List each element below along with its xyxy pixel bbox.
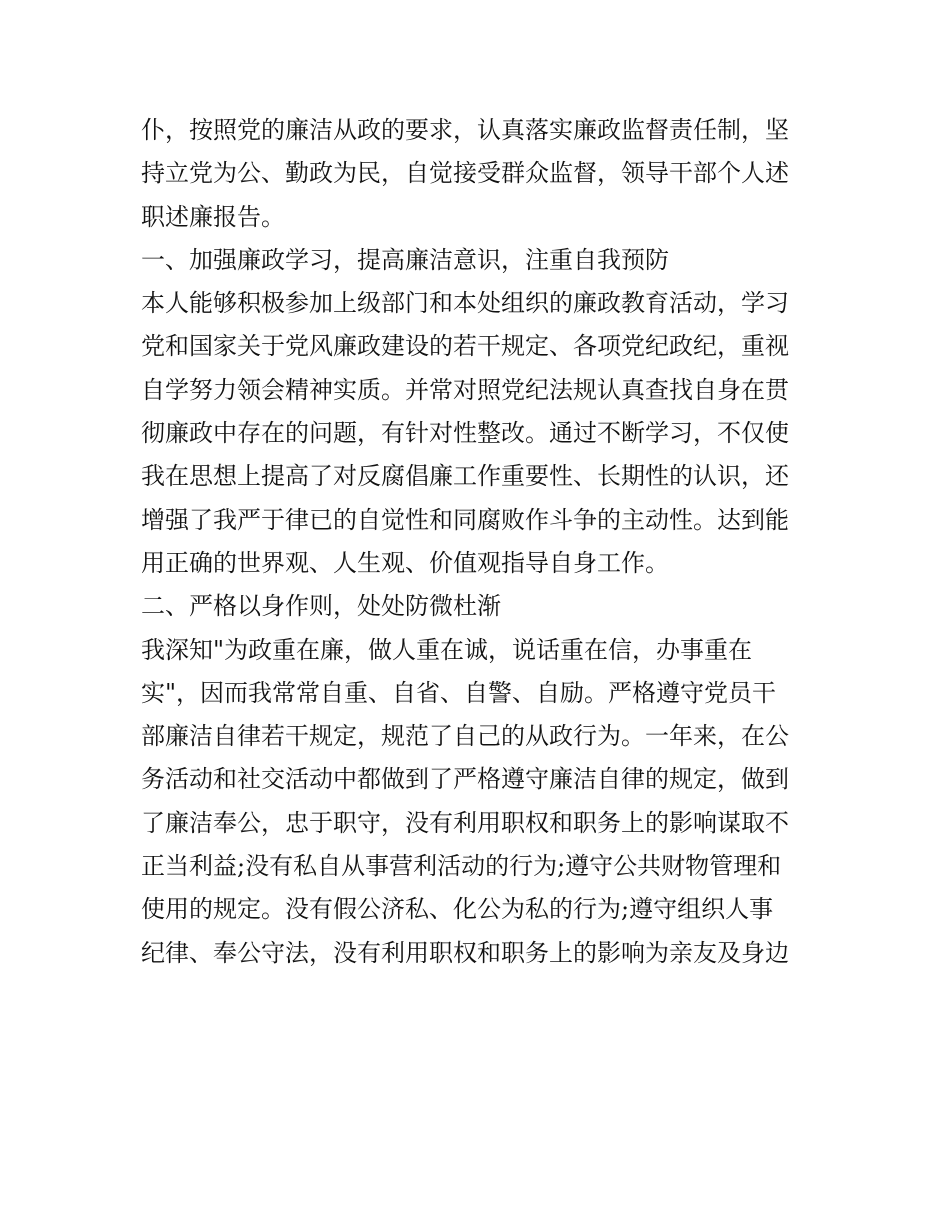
text-line: 了廉洁奉公，忠于职守，没有利用职权和职务上的影响谋取不 [141, 808, 789, 837]
text-line: 我在思想上提高了对反腐倡廉工作重要性、长期性的认识，还 [141, 462, 789, 491]
text-line: 使用的规定。没有假公济私、化公为私的行为;遵守组织人事 [141, 895, 774, 924]
text-line: 纪律、奉公守法，没有利用职权和职务上的影响为亲友及身边 [141, 938, 789, 967]
text-line: 务活动和社交活动中都做到了严格遵守廉洁自律的规定，做到 [141, 765, 789, 794]
text-line: 增强了我严于律已的自觉性和同腐败作斗争的主动性。达到能 [141, 505, 789, 534]
text-line: 仆，按照党的廉洁从政的要求，认真落实廉政监督责任制，坚 [141, 116, 789, 144]
text-line: 实"，因而我常常自重、自省、自警、自励。严格遵守党员干 [141, 678, 777, 707]
text-line: 正当利益;没有私自从事营利活动的行为;遵守公共财物管理和 [141, 852, 782, 881]
section-heading-1: 一、加强廉政学习，提高廉洁意识，注重自我预防 [141, 245, 669, 274]
text-line: 自学努力领会精神实质。并常对照党纪法规认真查找自身在贯 [141, 375, 789, 404]
text-line: 持立党为公、勤政为民，自觉接受群众监督，领导干部个人述 [141, 159, 789, 188]
text-line: 党和国家关于党风廉政建设的若干规定、各项党纪政纪，重视 [141, 332, 789, 361]
text-line: 用正确的世界观、人生观、价值观指导自身工作。 [141, 548, 669, 577]
text-line: 本人能够积极参加上级部门和本处组织的廉政教育活动，学习 [141, 289, 789, 318]
text-line: 部廉洁自律若干规定，规范了自己的从政行为。一年来，在公 [141, 722, 789, 751]
document-body [141, 109, 821, 975]
text-line: 彻廉政中存在的问题，有针对性整改。通过不断学习，不仅使 [141, 419, 789, 448]
text-line: 我深知"为政重在廉，做人重在诚，说话重在信，办事重在 [141, 635, 753, 664]
section-heading-2: 二、严格以身作则，处处防微杜渐 [141, 592, 501, 621]
text-line: 职述廉报告。 [141, 202, 285, 231]
